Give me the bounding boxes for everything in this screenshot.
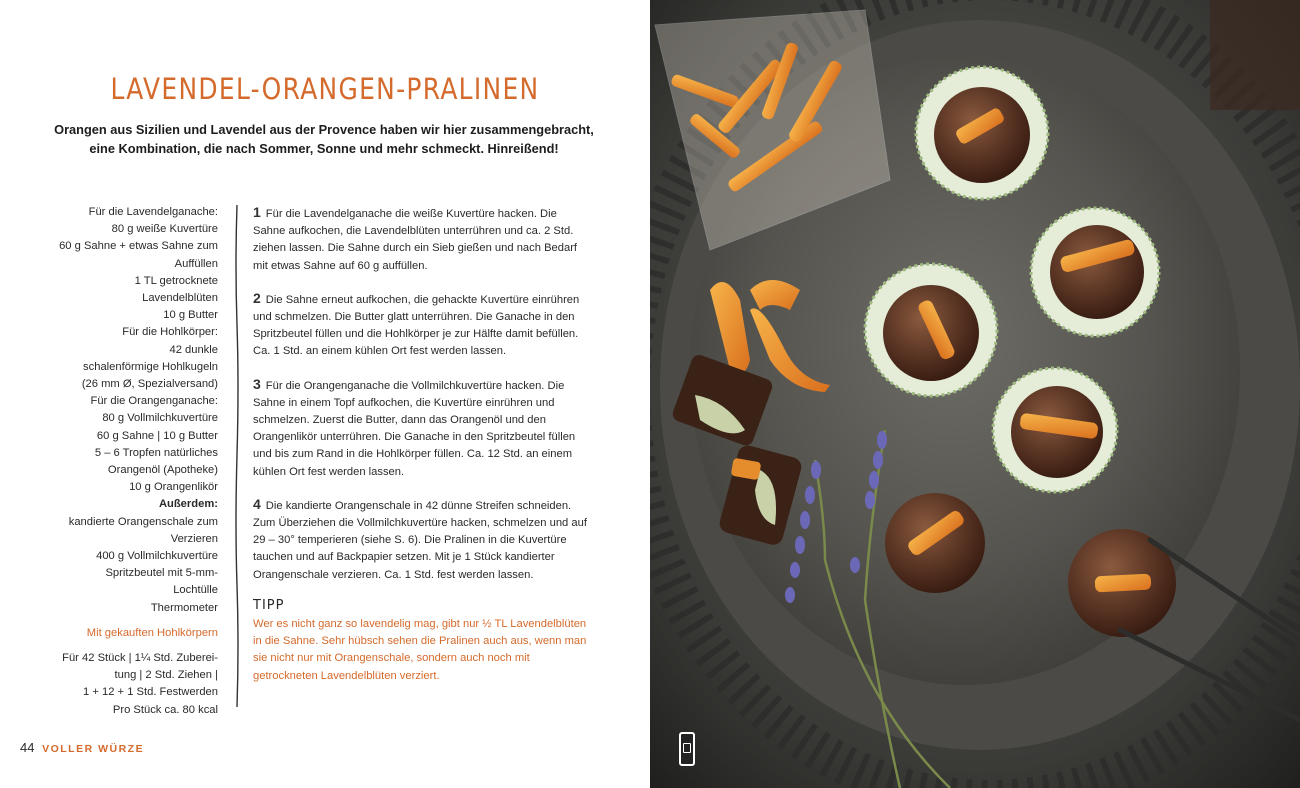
meta-line: 1 + 12 + 1 Std. Festwerden xyxy=(83,686,218,699)
step-number: 4 xyxy=(253,495,261,512)
recipe-title: LAVENDEL-ORANGEN-PRALINEN xyxy=(110,72,540,106)
step-number: 1 xyxy=(253,204,261,220)
column-divider xyxy=(234,205,240,707)
tip-text: Wer es nicht ganz so lavendelig mag, gibt nur ½ TL Lavendelblüten in die Sahne. Sehr hübsch sehen die Pralinen auch aus, wenn man sie nicht nur mit Orangenschale, sondern auch noch mit getrockneten Lavendelblüten verziert. xyxy=(253,618,587,682)
recipe-meta xyxy=(42,650,218,719)
ingredient-item: (26 mm Ø, Spezialversand) xyxy=(81,378,218,391)
ingredient-item: 60 g Sahne + etwas Sahne zum xyxy=(59,240,218,253)
intro-line: eine Kombination, die nach Sommer, Sonne und mehr schmeckt. Hinreißend! xyxy=(89,141,559,156)
step-text: Die Sahne erneut aufkochen, die gehackte Kuvertüre einrühren und schmelzen. Die Butter glatt unterrühren. Die Ganache in den Spritzbeutel füllen und die Hohlkörper je zur Hälfte damit befüllen. Ca. 1 Std. an einem kühlen Ort fest werden lassen. xyxy=(253,293,580,358)
step xyxy=(253,204,591,275)
step-text: Für die Orangenganache die Vollmilchkuvertüre hacken. Die Sahne in einem Topf aufkochen, die Kuvertüre einrühren und schmelzen. Zuerst die Butter, dann das Orangenöl und den Orangenlikör unterrühren. Die Ganache in den Spritzbeutel füllen und bis zum Rand in die Hohlkörper füllen. Ca. 12 Std. an einem kühlen Ort fest werden lassen. xyxy=(253,379,576,478)
ingredient-item: 5 – 6 Tropfen natürliches xyxy=(94,446,218,459)
step xyxy=(253,496,591,584)
instruction-steps xyxy=(253,204,591,685)
step-number: 3 xyxy=(253,375,261,392)
ingredient-item: Spritzbeutel mit 5-mm- xyxy=(105,567,218,580)
ingredient-item: Orangenöl (Apotheke) xyxy=(107,464,218,477)
ingredient-item: 10 g Orangenlikör xyxy=(129,481,218,494)
ingredient-item: 80 g weiße Kuvertüre xyxy=(111,223,218,236)
page-number: 44 xyxy=(20,740,35,755)
recipe-photo xyxy=(650,0,1300,788)
ingredient-item: Verzieren xyxy=(170,532,218,545)
ingredient-heading: Für die Hohlkörper: xyxy=(122,326,218,339)
page-footer xyxy=(20,740,144,755)
ingredient-heading: Für die Lavendelganache: xyxy=(88,206,218,218)
ingredient-item: schalenförmige Hohlkugeln xyxy=(83,360,218,373)
ingredient-item: 400 g Vollmilchkuvertüre xyxy=(96,550,218,563)
tip-heading: TIPP xyxy=(253,597,285,613)
ingredient-heading: Für die Orangenganache: xyxy=(90,395,218,408)
meta-line: Pro Stück ca. 80 kcal xyxy=(112,703,218,716)
ingredient-item: 10 g Butter xyxy=(163,309,218,322)
recipe-variant: Mit gekauften Hohlkörpern xyxy=(86,626,218,639)
ingredient-list xyxy=(42,204,218,719)
step-number: 2 xyxy=(253,289,261,306)
ingredient-item: Lavendelblüten xyxy=(142,292,218,305)
ingredient-item: 80 g Vollmilchkuvertüre xyxy=(102,412,218,425)
meta-line: tung | 2 Std. Ziehen | xyxy=(114,669,218,682)
ingredient-item: Thermometer xyxy=(150,601,218,614)
phone-icon xyxy=(679,732,695,766)
step xyxy=(253,290,591,361)
recipe-intro xyxy=(50,120,598,158)
ingredient-item: kandierte Orangenschale zum xyxy=(68,515,218,528)
ingredient-item: 1 TL getrocknete xyxy=(134,274,218,287)
ingredient-heading: Außerdem: xyxy=(158,498,218,511)
step xyxy=(253,376,591,481)
pralines-photo-illustration xyxy=(650,0,1300,788)
ingredient-item: Lochtülle xyxy=(173,584,218,597)
section-name: VOLLER WÜRZE xyxy=(42,743,145,755)
intro-line: Orangen aus Sizilien und Lavendel aus der Provence haben wir hier zusammengebracht, xyxy=(54,122,594,137)
ingredient-item: 42 dunkle xyxy=(169,343,218,356)
step-text: Die kandierte Orangenschale in 42 dünne Streifen schneiden. Zum Überziehen die Vollmilchkuvertüre hacken, schmelzen und auf 29 – 30° temperieren (siehe S. 6). Die Pralinen in die Kuvertüre tauchen und auf Backpapier setzen. Mit je 1 Stück kandierter Orangenschale verzieren. Ca. 1 Std. fest werden lassen. xyxy=(253,499,587,581)
ingredient-item: 60 g Sahne | 10 g Butter xyxy=(96,429,218,442)
ingredient-item: Auffüllen xyxy=(174,257,218,270)
meta-line: Für 42 Stück | 1¼ Std. Zuberei- xyxy=(62,652,218,665)
step-text: Für die Lavendelganache die weiße Kuvertüre hacken. Die Sahne aufkochen, die Lavendelblüten unterrühren und ca. 2 Std. ziehen lassen. Die Sahne durch ein Sieb gießen und nach Bedarf mit etwas Sahne auf 60 g auffüllen. xyxy=(253,208,578,272)
